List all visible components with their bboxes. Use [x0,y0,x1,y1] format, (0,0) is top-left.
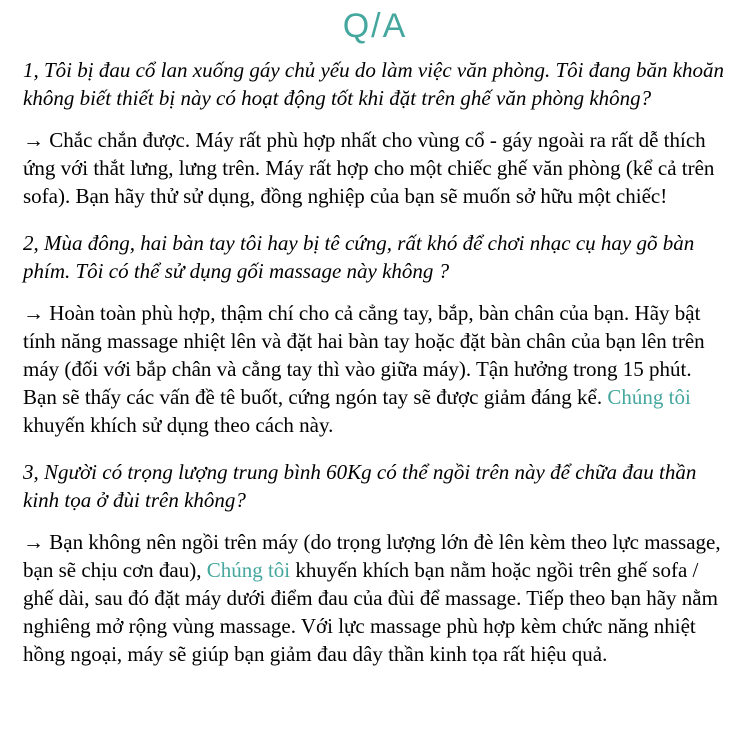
answer-2 [23,299,727,439]
answer-2-text: khuyến khích sử dụng theo cách này. [23,413,334,437]
answer-3-accent-text: Chúng tôi [206,558,291,582]
answer-2-text: → Hoàn toàn phù hợp, thậm chí cho cả cẳng tay, bắp, bàn chân của bạn. Hãy bật tính năng massage nhiệt lên và đặt hai bàn tay hoặc đặt bàn chân của bạn lên trên máy (đối với bắp chân và cẳng tay thì vào giữa máy). Tận hưởng trong 15 phút. Bạn sẽ thấy các vấn đề tê buốt, cứng ngón tay sẽ được giảm đáng kể. [23,301,705,409]
answer-1-text: → Chắc chắn được. Máy rất phù hợp nhất cho vùng cổ - gáy ngoài ra rất dễ thích ứng với thắt lưng, lưng trên. Máy rất hợp cho một chiếc ghế văn phòng (kể cả trên sofa). Bạn hãy thử sử dụng, đồng nghiệp của bạn sẽ muốn sở hữu một chiếc! [23,128,715,208]
answer-1 [23,126,727,210]
answer-2-accent-text: Chúng tôi [607,385,691,409]
qa-list [23,56,727,668]
answer-3-text: → Bạn không nên ngồi trên máy (do trọng lượng lớn đè lên kèm theo lực massage, bạn sẽ chịu cơn đau), [23,530,721,582]
question-2: 2, Mùa đông, hai bàn tay tôi hay bị tê cứng, rất khó để chơi nhạc cụ hay gõ bàn phím. Tôi có thể sử dụng gối massage này không ? [23,231,695,283]
answer-3 [23,528,727,668]
question-3: 3, Người có trọng lượng trung bình 60Kg có thể ngồi trên này để chữa đau thần kinh tọa ở đùi trên không? [23,460,697,512]
page-title: Q/A [342,7,408,45]
answer-3-text: khuyến khích bạn nằm hoặc ngồi trên ghế sofa / ghế dài, sau đó đặt máy dưới điểm đau của đùi để massage. Tiếp theo bạn hãy nằm nghiêng mở rộng vùng massage. Với lực massage phù hợp kèm chức năng nhiệt hồng ngoại, máy sẽ giúp bạn giảm đau dây thần kinh tọa rất hiệu quả. [23,558,718,666]
question-1: 1, Tôi bị đau cổ lan xuống gáy chủ yếu do làm việc văn phòng. Tôi đang băn khoăn không biết thiết bị này có hoạt động tốt khi đặt trên ghế văn phòng không? [23,58,725,110]
